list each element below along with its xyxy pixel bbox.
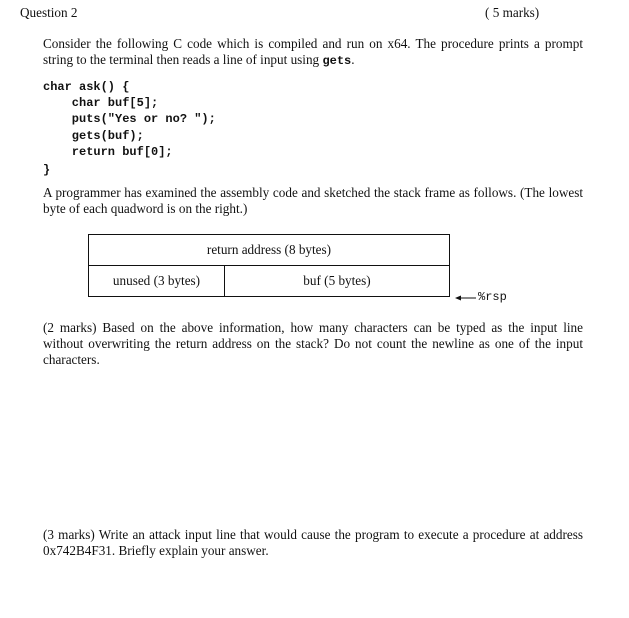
question-title: Question 2: [20, 5, 78, 20]
code-block: [43, 79, 216, 178]
code-line: return buf[0];: [43, 144, 173, 159]
part1-question: (2 marks) Based on the above information, how many characters can be typed as the input line without overwriting the return address on the stack? Do not count the newline as one of the input characters.: [43, 320, 583, 367]
stack-frame-diagram: [88, 234, 450, 297]
frame-intro: A programmer has examined the assembly code and sketched the stack frame as follows. (The lowest byte of each quadword is on the right.): [43, 185, 583, 216]
intro-end: .: [351, 52, 355, 67]
return-address-cell: return address (8 bytes): [89, 235, 449, 266]
buf-cell: buf (5 bytes): [303, 273, 371, 288]
arrow-left-icon: [454, 293, 478, 303]
intro-text: Consider the following C code which is compiled and run on x64. The procedure prints a prompt string to the terminal then reads a line of input using: [43, 36, 583, 67]
intro-code-word: gets: [322, 54, 352, 68]
code-line: }: [43, 163, 51, 178]
intro-paragraph: [43, 36, 583, 69]
code-line: puts("Yes or no? ");: [43, 112, 216, 127]
question-marks: ( 5 marks): [485, 5, 540, 20]
rsp-label: %rsp: [478, 290, 507, 304]
unused-cell: unused (3 bytes): [89, 266, 225, 296]
part2-question: (3 marks) Write an attack input line that would cause the program to execute a procedure at address 0x742B4F31. Briefly explain your answer.: [43, 527, 583, 558]
code-line: char buf[5];: [43, 96, 159, 111]
code-line: char ask() {: [43, 80, 130, 94]
code-line: gets(buf);: [43, 128, 144, 143]
